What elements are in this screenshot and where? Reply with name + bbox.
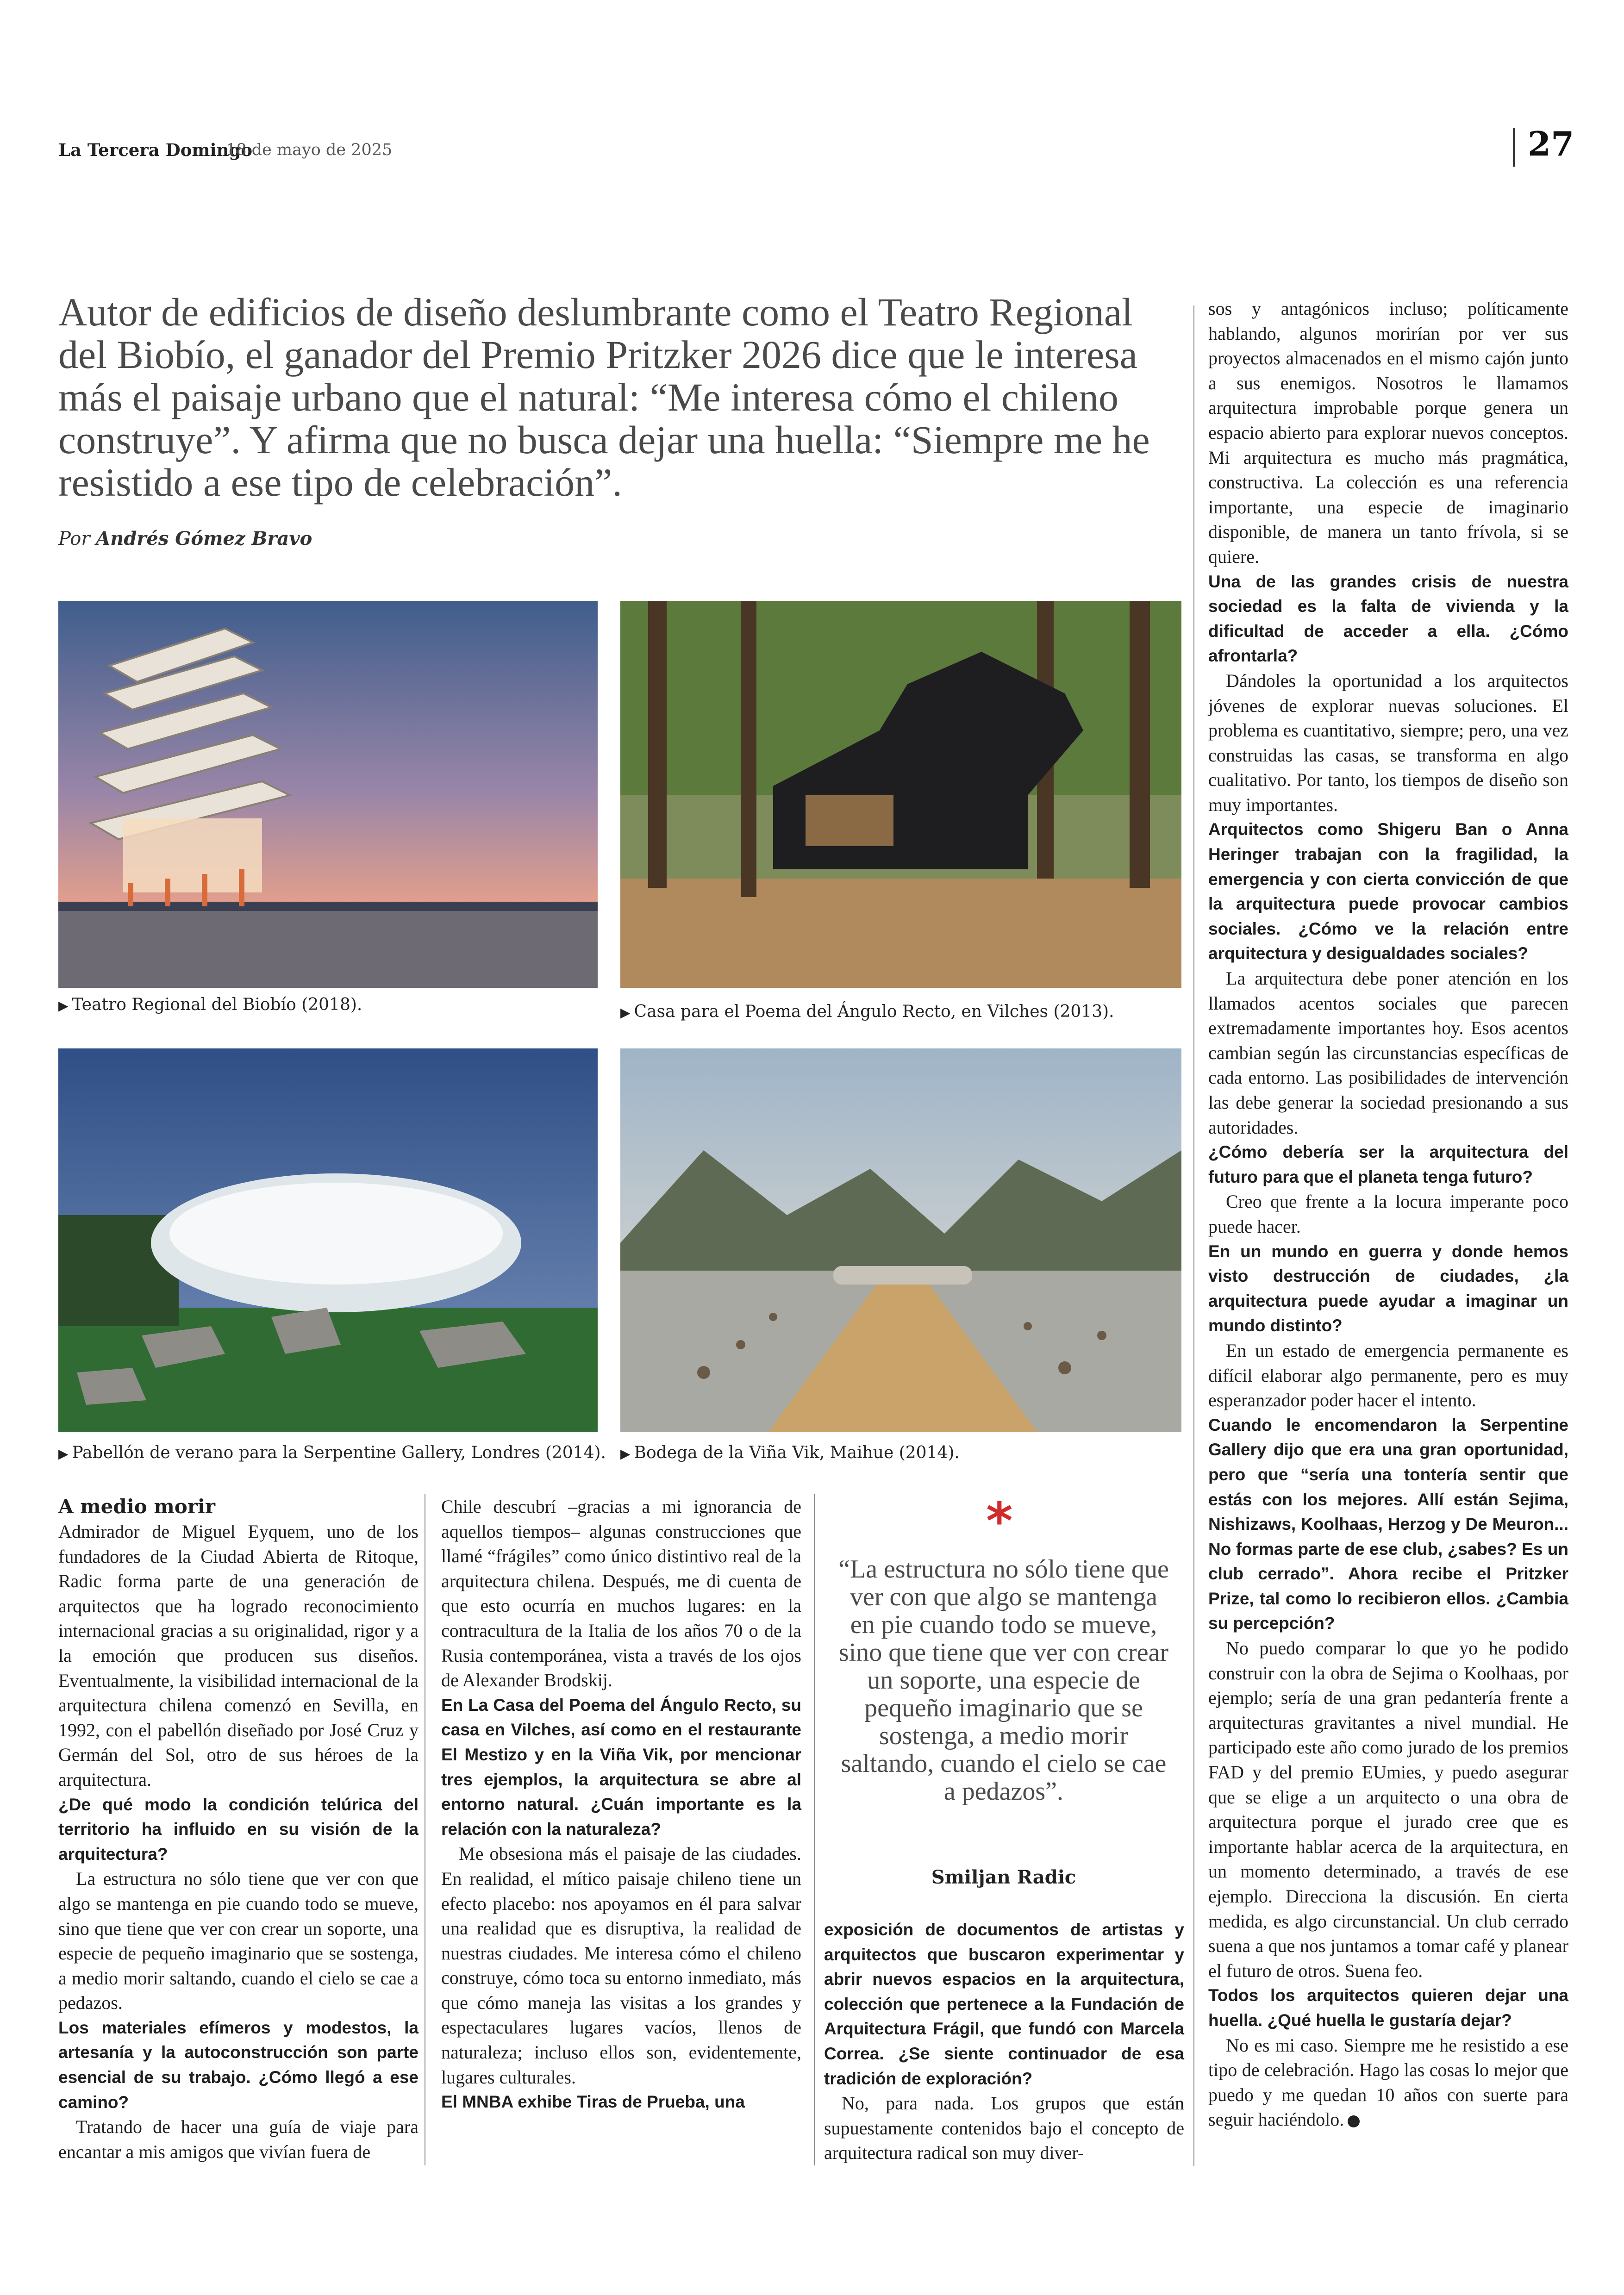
paragraph: Chile descubrí –gracias a mi ignorancia de aquellos tiempos– algunas construcciones que llamé “frágiles” como único distintivo real de la arquitectura chilena. Después, me di cuenta de que esto ocurría en muchos lugares: en la contracultura de la Italia de los años 70 o de la Rusia contemporánea, vista a través de los ojos de Alexander Brodskij. [441,1496,801,1691]
question: En un mundo en guerra y donde hemos visto destrucción de ciudades, ¿la arquitectura puede ayudar a imaginar un mundo distinto? [1208,1241,1568,1335]
answer: Creo que frente a la locura imperante poco puede hacer. [1208,1191,1568,1237]
question: ¿Cómo debería ser la arquitectura del futuro para que el planeta tenga futuro? [1208,1142,1568,1186]
column-rule [814,1494,815,2165]
answer [1208,2033,1568,2132]
end-of-article-icon [1348,2115,1360,2127]
article-column-2 [441,1494,801,2114]
question: Todos los arquitectos quieren dejar una huella. ¿Qué huella le gustaría dejar? [1208,1986,1568,2030]
article-column-3 [824,1917,1184,2165]
answer: Me obsesiona más el paisaje de las ciudades. En realidad, el mítico paisaje chileno tiene un efecto placebo: nos apoyamos en él para salvar una realidad que es disruptiva, la realidad de nuestras ciudades. Me interesa cómo el chileno construye, cómo toca su entorno inmediato, más que cómo maneja las visitas a los grandes y espectaculares lugares vacíos, llenos de naturaleza; incluso ellos son, evidentemente, lugares culturales. [441,1843,801,2088]
header-divider [1513,128,1515,167]
publication-name: La Tercera Domingo [58,140,253,160]
question: ¿De qué modo la condición telúrica del territorio ha influido en su visión de la arquitectura? [58,1795,418,1864]
question: exposición de documentos de artistas y arquitectos que buscaron experimentar y abrir nuevos espacios en la arquitectura, colección que pertenece a la Fundación de Arquitectura Frágil, que fundó con Marcela Correa. ¿Se siente continuador de esa tradición de exploración? [824,1920,1184,2088]
answer: La arquitectura debe poner atención en los llamados acentos sociales que parecen extremadamente importantes hoy. Esos acentos cambian según las circunstancias específicas de cada entorno. Las posibilidades de intervención las debe generar la sociedad presionando a sus autoridades. [1208,968,1568,1138]
question: En La Casa del Poema del Ángulo Recto, su casa en Vilches, así como en el restaurante El Mestizo y en la Viña Vik, por mencionar tres ejemplos, la arquitectura se abre al entorno natural. ¿Cuán importante es la relación con la naturaleza? [441,1695,801,1839]
answer: Tratando de hacer una guía de viaje para encantar a mis amigos que vivían fuera de [58,2116,418,2162]
answer: En un estado de emergencia permanente es difícil elaborar algo permanente, pero es muy esperanzador poder hacer el intento. [1208,1340,1568,1411]
question: El MNBA exhibe Tiras de Prueba, una [441,2092,745,2112]
answer-text: No es mi caso. Siempre me he resistido a ese tipo de celebración. Hago las cosas lo mejor que puedo y me quedan 10 años con suerte para seguir haciéndolo. [1208,2034,1568,2130]
question: Una de las grandes crisis de nuestra sociedad es la falta de vivienda y la dificultad de acceder a ella. ¿Cómo afrontarla? [1208,572,1568,666]
answer: No, para nada. Los grupos que están supuestamente contenidos bajo el concepto de arquitectura radical son muy diver- [824,2093,1184,2164]
photo-vina-vik [620,1048,1181,1432]
byline-author: Andrés Gómez Bravo [96,528,312,549]
asterisk-icon: * [986,1491,1013,1551]
photo-casa-poema [620,601,1181,988]
question: Arquitectos como Shigeru Ban o Anna Heringer trabajan con la fragilidad, la emergencia y con cierta convicción de que la arquitectura puede provocar cambios sociales. ¿Cómo ve la relación entre arquitectura y desigualdades sociales? [1208,820,1568,963]
answer: Dándoles la oportunidad a los arquitectos jóvenes de explorar nuevas soluciones. El problema es cuantitativo, siempre; pero, una vez construidas las casas, se transforma en algo cualitativo. Por tanto, los tiempos de diseño son muy importantes. [1208,670,1568,815]
paragraph: sos y antagónicos incluso; políticamente hablando, algunos morirían por ver sus proyectos almacenados en el mismo cajón junto a sus enemigos. Nosotros le llamamos arquitectura improbable porque genera un espacio abierto para explorar nuevos conceptos. Mi arquitectura es mucho más pragmática, constructiva. La colección es una referencia importante, una especie de imaginario disponible, de manera un tanto frívola, si se quiere. [1208,298,1568,567]
page-number: 27 [1528,124,1574,163]
answer: La estructura no sólo tiene que ver con que algo se mantenga en pie cuando todo se mueve, sino que tiene que ver con crear un soporte, una especie de pequeño imaginario que se sostenga, a medio morir saltando, cuando el cielo se cae a pedazos. [58,1868,418,2014]
question: Cuando le encomendaron la Serpentine Gallery dijo que era una gran oportunidad, pero que “sería una tontería sentir que estás con los mejores. Allí están Sejima, Nishizaws, Koolhaas, Herzog y De Meuron... No formas parte de ese club, ¿sabes? Es un club cerrado”. Ahora recibe el Pritzker Prize, tal como lo recibieron ellos. ¿Cambia su percepción? [1208,1415,1568,1633]
answer: No puedo comparar lo que yo he podido construir con la obra de Sejima o Koolhaas, por ejemplo; sería de una gran pedantería frente a arquitecturas gravitantes a nivel mundial. He participado este año como jurado de los premios FAD y del premio EUmies, y puedo asegurar que se elige a un arquitecto o una obra de arquitectura porque el jurado cree que es importante hablar acerca de la arquitectura, en un momento determinado, a través de ese ejemplo. Direcciona la discusión. En cierta medida, es algo circunstancial. Un club cerrado suena a que nos juntamos a tomar café y planear el futuro de otros. Suena feo. [1208,1638,1568,1981]
pull-quote: “La estructura no sólo tiene que ver con que algo se mantenga en pie cuando todo se mueve, sino que tiene que ver con crear un soporte, una especie de pequeño imaginario que se sostenga, a medio morir saltando, cuando el cielo se cae a pedazos”. [838,1555,1169,1806]
byline-prefix: Por [58,528,90,549]
photo-teatro-biobio [58,601,598,988]
article-lede: Autor de edificios de diseño deslumbrante como el Teatro Regional del Biobío, el ganador del Premio Pritzker 2026 dice que le interesa más el paisaje urbano que el natural: “Me interesa cómo el chileno construye”. Y afirma que no busca dejar una huella: “Siempre me he resistido a ese tipo de celebración”. [58,290,1150,505]
pull-quote-author: Smiljan Radic [931,1866,1076,1888]
caption-photo2: ▶ Casa para el Poema del Ángulo Recto, en Vilches (2013). [620,1002,1114,1021]
section-title: A medio morir [58,1495,215,1518]
caption-photo4: ▶ Bodega de la Viña Vik, Maihue (2014). [620,1443,960,1462]
article-column-1 [58,1494,418,2164]
photo-serpentine-pavilion [58,1048,598,1432]
caption-photo1: ▶ Teatro Regional del Biobío (2018). [58,995,362,1014]
byline [58,528,312,549]
article-column-4 [1208,296,1568,2132]
question: Los materiales efímeros y modestos, la artesanía y la autoconstrucción son parte esencial de su trabajo. ¿Cómo llegó a ese camino? [58,2018,418,2112]
publication-date: 18 de mayo de 2025 [226,141,393,159]
column-rule [1193,306,1194,2166]
paragraph: Admirador de Miguel Eyquem, uno de los fundadores de la Ciudad Abierta de Ritoque, Radic forma parte de una generación de arquitectos que ha logrado reconocimiento internacional gracias a su originalidad, rigor y a la emoción que producen sus diseños. Eventualmente, la visibilidad internacional de la arquitectura chilena comenzó en Sevilla, en 1992, con el pabellón diseñado por José Cruz y Germán del Sol, otro de sus héroes de la arquitectura. [58,1521,418,1790]
caption-photo3: ▶ Pabellón de verano para la Serpentine Gallery, Londres (2014). [58,1443,606,1462]
